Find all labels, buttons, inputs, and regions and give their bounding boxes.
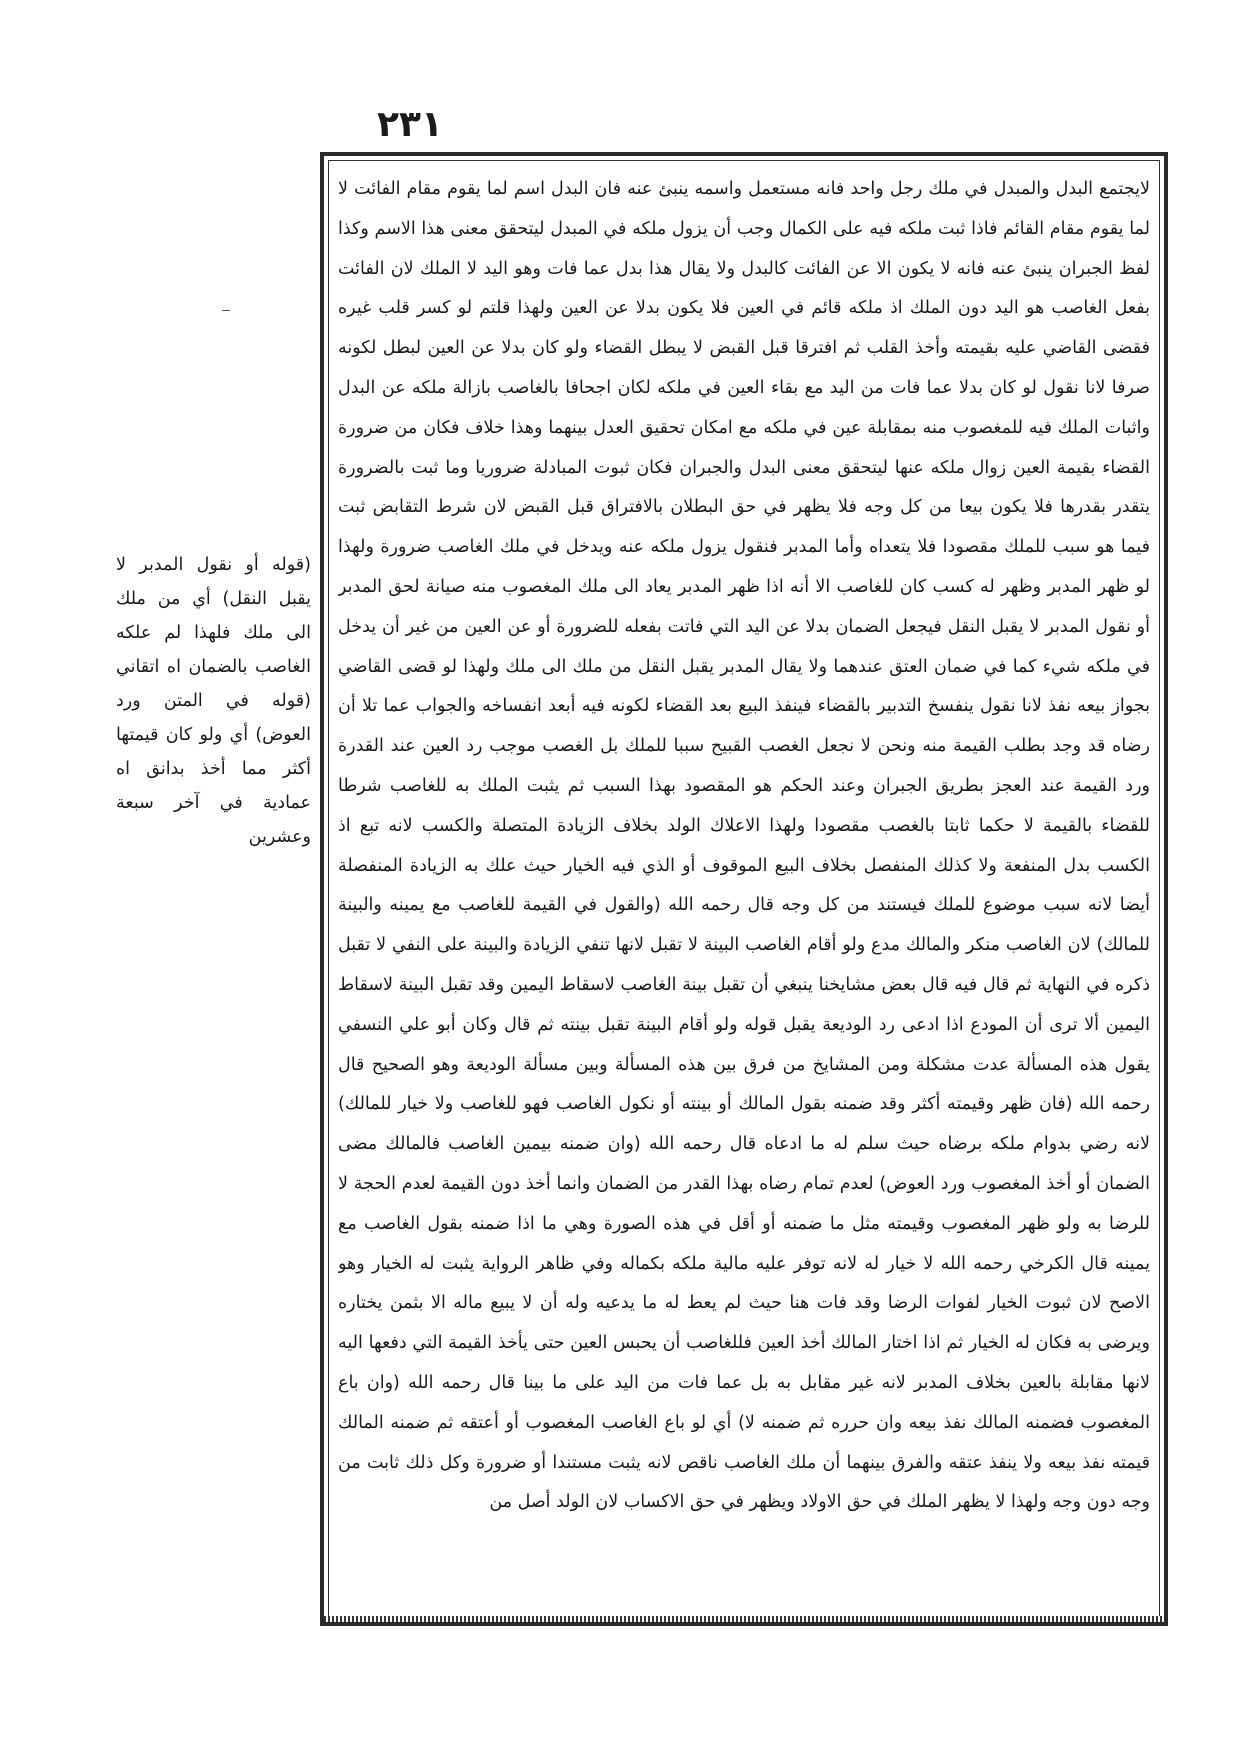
margin-mark [222, 310, 230, 311]
margin-commentary-text: (قوله أو نقول المدبر لا يقبل النقل) أي من ملك الى ملك فلهذا لم علكه الغاصب بالضمان اه اتقاني (قوله في المتن ورد العوض) أي ولو كان قيمتها أكثر مما أخذ بدانق اه عمادية في آخر سبعة وعشرين [116, 555, 311, 847]
page-number: ٢٣١ [377, 104, 443, 145]
main-text-paragraph: لايجتمع البدل والمبدل في ملك رجل واحد فانه مستعمل واسمه ينبئ عنه فان البدل اسم لما يقوم مقام الفائت لا لما يقوم مقام القائم فاذا ثبت ملكه فيه على الكمال وجب أن يزول ملكه في المبدل ليتحقق معنى هذا الاسم وكذا لفظ الجبران ينبئ عنه فانه لا يكون الا عن الفائت كالبدل ولا يقال هذا بدل عما فات وهو اليد لا الملك لان الفائت بفعل الغاصب هو اليد دون الملك اذ ملكه قائم في العين فلا يكون بدلا عن العين ولهذا قلتم لو كسر قلب غيره فقضى القاضي عليه بقيمته وأخذ القلب ثم افترقا قبل القبض لا يبطل القضاء ولو كان بدلا عن العين لبطل لكونه صرفا لانا نقول لو كان بدلا عما فات من اليد مع بقاء العين في ملكه لكان اجحافا بالغاصب بازالة ملكه عن البدل واثبات الملك فيه للمغصوب منه بمقابلة عين في ملكه مع امكان تحقيق العدل بينهما وهذا خلاف فكان من ضرورة القضاء بقيمة العين زوال ملكه عنها ليتحقق معنى البدل والجبران فكان ثبوت المبادلة ضروريا وما ثبت بالضرورة يتقدر بقدرها فلا يكون بيعا من كل وجه فلا يظهر في حق البطلان بالافتراق قبل القبض لان شرط التقابض ثبت فيما هو سبب للملك مقصودا فلا يتعداه وأما المدبر فنقول يزول ملكه عنه ويدخل في ملك الغاصب ضرورة ولهذا لو ظهر المدبر وظهر له كسب كان للغاصب الا أنه اذا ظهر المدبر يعاد الى ملك المغصوب منه صيانة لحق المدبر أو نقول المدبر لا يقبل النقل فيجعل الضمان بدلا عن اليد التي فاتت بفعله للضرورة أو عن العين من غير أن يدخل في ملكه شيء كما في ضمان العتق عندهما ولا يقال المدبر يقبل النقل من ملك الى ملك ولهذا لو قضى القاضي بجواز بيعه نفذ لانا نقول ينفسخ التدبير بالقضاء فينفذ البيع بعد القضاء لكونه فيه أبعد انفساخه والجواب عما تلا أن رضاه قد وجد بطلب القيمة منه ونحن لا نجعل الغصب القبيح سببا للملك بل الغصب موجب رد العين عند القدرة ورد القيمة عند العجز بطريق الجبران وعند الحكم هو المقصود بهذا السبب ثم يثبت الملك به للغاصب شرطا للقضاء بالقيمة لا حكما ثابتا بالغصب مقصودا ولهذا الاعلاك الولد بخلاف الزيادة المتصلة والكسب لانه تبع اذ الكسب بدل المنفعة ولا كذلك المنفصل بخلاف البيع الموقوف أو الذي فيه الخيار حيث علك به الزيادة المنفصلة أيضا لانه سبب موضوع للملك فيستند من كل وجه قال رحمه الله (والقول في القيمة للغاصب مع يمينه والبينة للمالك) لان الغاصب منكر والمالك مدع ولو أقام الغاصب البينة لا تقبل لانها تنفي الزيادة والبينة على النفي لا تقبل ذكره في النهاية ثم قال فيه قال بعض مشايخنا ينبغي أن تقبل بينة الغاصب لاسقاط اليمين وقد تقبل البينة لاسقاط اليمين ألا ترى أن المودع اذا ادعى رد الوديعة يقبل قوله ولو أقام البينة تقبل بينته ثم قال وكان أبو علي النسفي يقول هذه المسألة عدت مشكلة ومن المشايخ من فرق بين هذه المسألة وبين مسألة الوديعة وهو الصحيح قال رحمه الله (فان ظهر وقيمته أكثر وقد ضمنه بقول المالك أو بينته أو نكول الغاصب فهو للغاصب ولا خيار للمالك) لانه رضي بدوام ملكه برضاه حيث سلم له ما ادعاه قال رحمه الله (وان ضمنه بيمين الغاصب فالمالك مضى الضمان أو أخذ المغصوب ورد العوض) لعدم تمام رضاه بهذا القدر من الضمان وانما أخذ دون القيمة لعدم الحجة لا للرضا به ولو ظهر المغصوب وقيمته مثل ما ضمنه أو أقل في هذه الصورة وهي ما اذا ضمنه بقول الغاصب مع يمينه قال الكرخي رحمه الله لا خيار له لانه توفر عليه مالية ملكه بكماله وفي ظاهر الرواية يثبت له الخيار وهو الاصح لان ثبوت الخيار لفوات الرضا وقد فات هنا حيث لم يعط له ما يدعيه وله أن لا يبيع ماله الا بثمن يختاره ويرضى به فكان له الخيار ثم اذا اختار المالك أخذ العين فللغاصب أن يحبس العين حتى يأخذ القيمة التي دفعها اليه لانها مقابلة بالعين بخلاف المدبر لانه غير مقابل به بل عما فات من اليد على ما بينا قال رحمه الله (وان باع المغصوب فضمنه المالك نفذ بيعه وان حرره ثم ضمنه لا) أي لو باع الغاصب المغصوب أو أعتقه ثم ضمنه المالك قيمته نفذ بيعه ولا ينفذ عتقه والفرق بينهما أن ملك الغاصب ناقص لانه يثبت مستندا أو ضرورة وكل ذلك ثابت من وجه دون وجه ولهذا لا يظهر الملك في حق الاولاد ويظهر في حق الاكساب لان الولد أصل من [338, 179, 1150, 1513]
margin-commentary [116, 548, 311, 854]
page-border-ornament [324, 1616, 1164, 1622]
main-text-block [338, 170, 1150, 1608]
